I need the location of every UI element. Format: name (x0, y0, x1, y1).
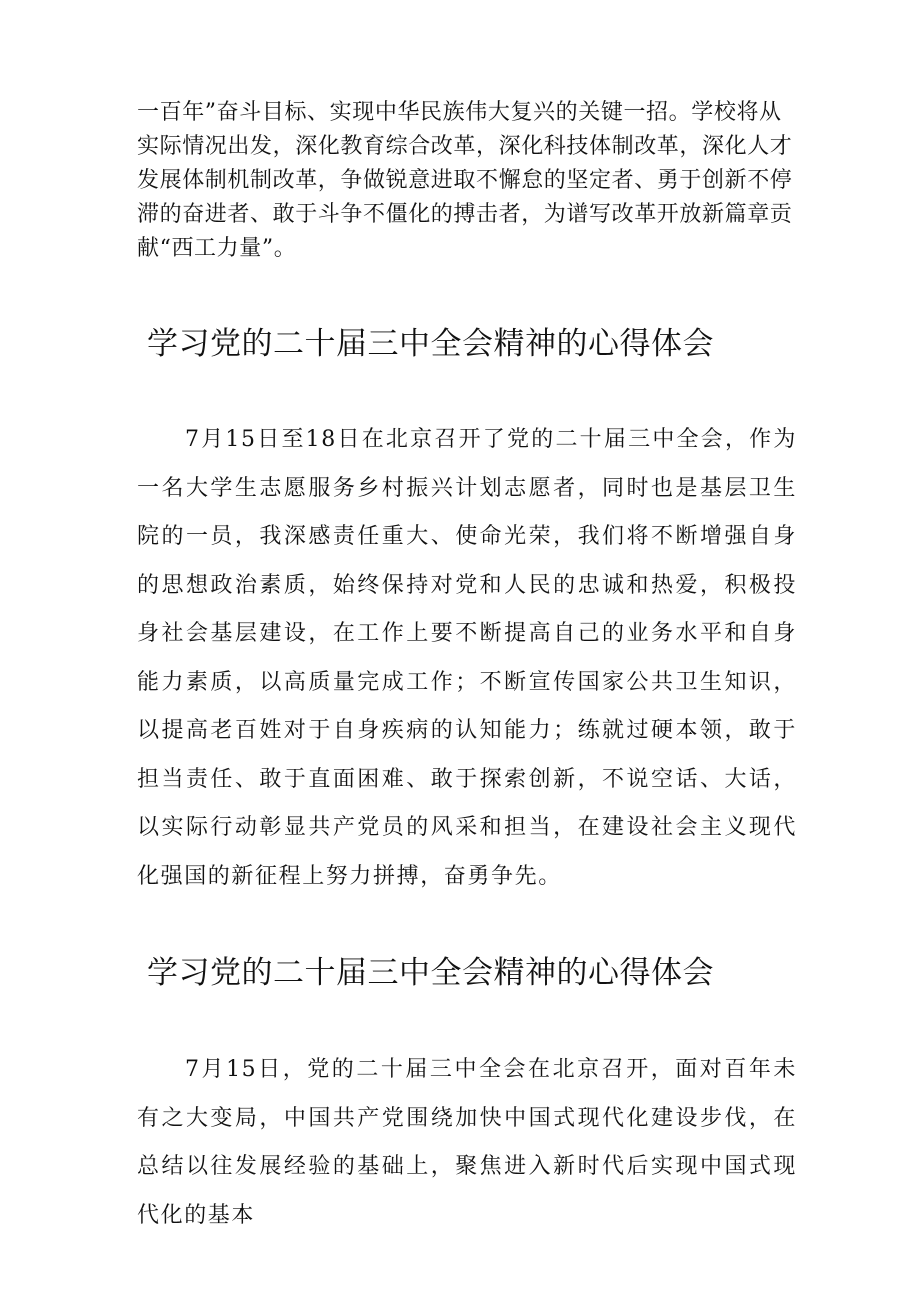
section-heading-1: 学习党的二十届三中全会精神的心得体会 (147, 326, 714, 362)
section-heading-2: 学习党的二十届三中全会精神的心得体会 (147, 955, 714, 991)
section-paragraph-1: 7月15日至18日在北京召开了党的二十届三中全会，作为一名大学生志愿服务乡村振兴计划志愿者，同时也是基层卫生院的一员，我深感责任重大、使命光荣，我们将不断增强自身的思想政治素质，始终保持对党和人民的忠诚和热爱，积极投身社会基层建设，在工作上要不断提高自己的业务水平和自身能力素质，以高质量完成工作；不断宣传国家公共卫生知识，以提高老百姓对于自身疾病的认知能力；练就过硬本领，敢于担当责任、敢于直面困难、敢于探索创新，不说空话、大话，以实际行动彰显共产党员的风采和担当，在建设社会主义现代化强国的新征程上努力拼搏，奋勇争先。 (137, 427, 797, 889)
section-paragraph-2: 7月15日，党的二十届三中全会在北京召开，面对百年未有之大变局，中国共产党围绕加快中国式现代化建设步伐，在总结以往发展经验的基础上，聚焦进入新时代后实现中国式现代化的基本 (137, 1057, 797, 1228)
intro-paragraph: 一百年”奋斗目标、实现中华民族伟大复兴的关键一招。学校将从实际情况出发，深化教育综合改革，深化科技体制改革，深化人才发展体制机制改革，争做锐意进取不懈怠的坚定者、勇于创新不停滞的奋进者、敢于斗争不僵化的搏击者，为谱写改革开放新篇章贡献“西工力量”。 (137, 100, 793, 261)
